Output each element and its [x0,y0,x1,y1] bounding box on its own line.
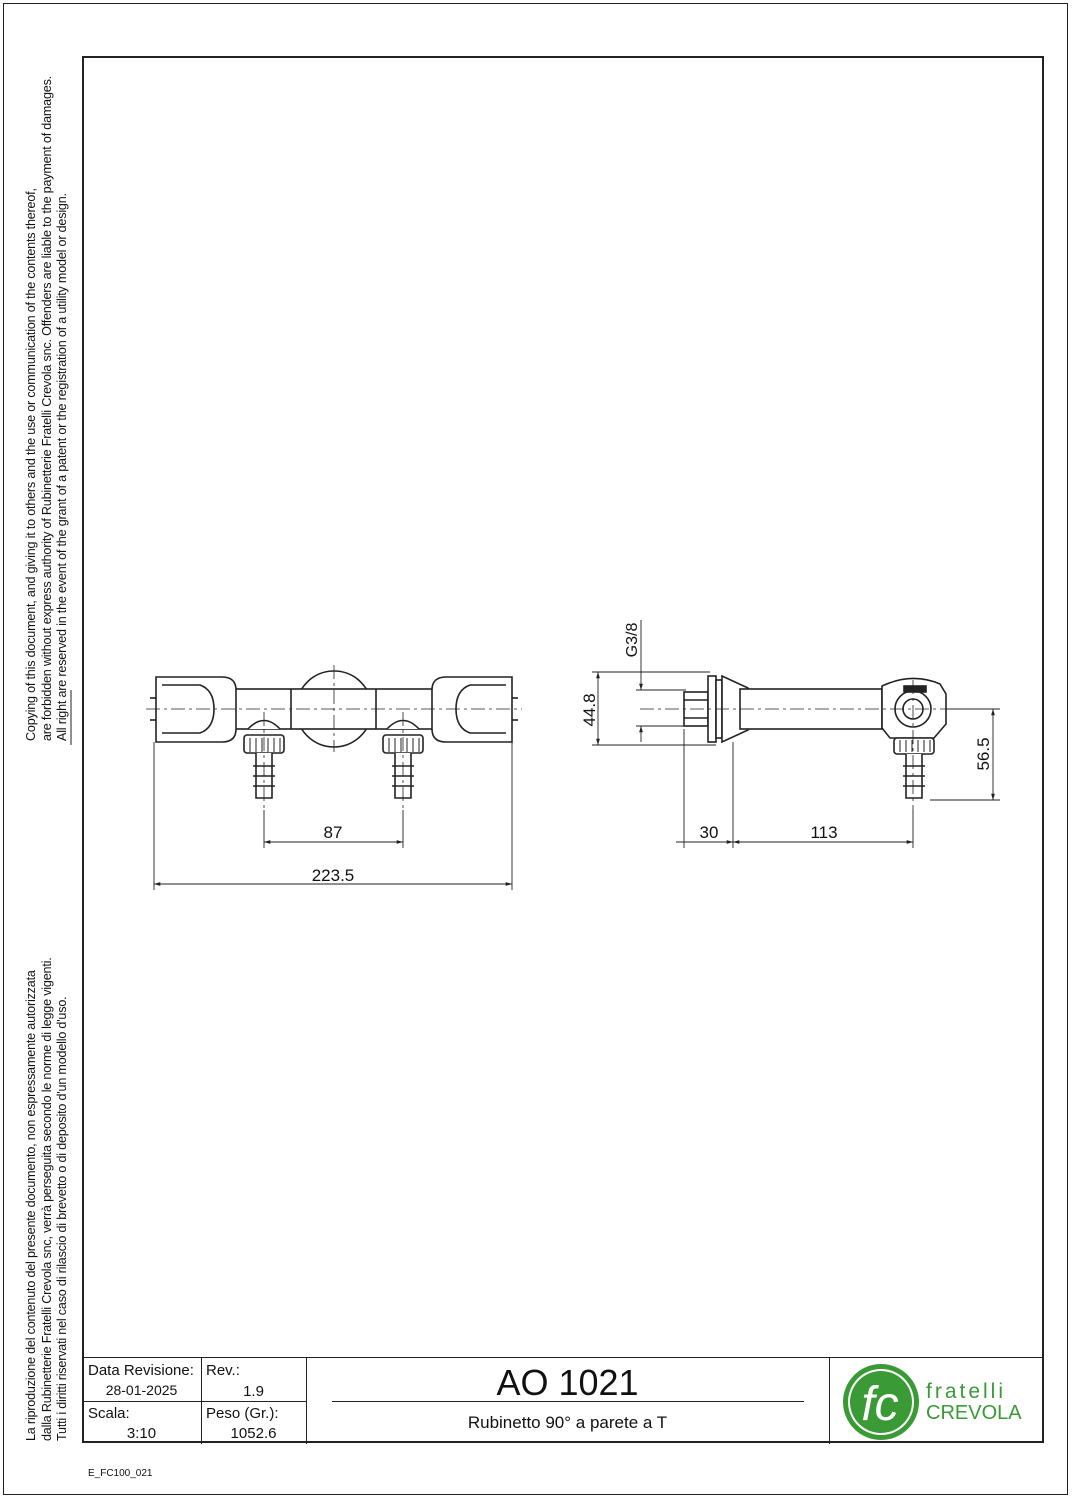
company-logo [840,1362,1038,1442]
product-description: Rubinetto 90° a parete a T [467,1413,668,1432]
title-block [82,1357,1044,1443]
rev-label: Rev.: [206,1362,240,1379]
dim-front-overall: 223.5 [311,866,355,885]
weight-label: Peso (Gr.): [206,1405,279,1422]
product-code: AO 1021 [496,1362,639,1403]
dim-side-wall: 30 [699,823,719,842]
side-view [684,676,946,798]
notice-en-line-1: Copying of this document, and giving it to others and the use or communication of the contents thereof, [24,188,38,741]
notice-it-line-1: La riproduzione del contenuto del presente documento, non espressamente autorizzata [24,970,38,1441]
notice-it-line-3: Tutti i diritti riservati nel caso di rilascio di brevetto o di deposito d'un modello d'uso. [55,996,69,1441]
dim-side-depth: 113 [810,823,838,842]
dim-front-spacing: 87 [323,823,343,842]
logo-mark: fc [861,1378,899,1431]
notice-it-line-2: dalla Rubinetterie Fratelli Crevola snc, verrà perseguita secondo le norme di legge vigenti. [39,957,54,1441]
weight-value: 1052.6 [230,1425,277,1442]
dim-side-height: 44.8 [580,693,599,727]
notice-en-line-3: All right are reserved in the event of the grant of a patent or the registration of a utility model or design. [55,193,69,741]
dim-side-outlet: 56.5 [974,737,993,771]
date-value: 28-01-2025 [105,1382,178,1398]
logo-line-2: CREVOLA [926,1402,1022,1424]
dim-thread: G3/8 [624,622,641,658]
document-id: E_FC100_021 [88,1468,153,1479]
logo-line-1: fratelli [926,1380,1007,1403]
scale-label: Scala: [88,1405,130,1422]
date-label: Data Revisione: [88,1362,194,1379]
rev-value: 1.9 [243,1383,264,1400]
scale-value: 3:10 [126,1425,157,1442]
notice-en-line-2: are forbidden without express authority of Rubinetterie Fratelli Crevola snc. Offenders are liable to the payment of damages. [39,76,54,741]
